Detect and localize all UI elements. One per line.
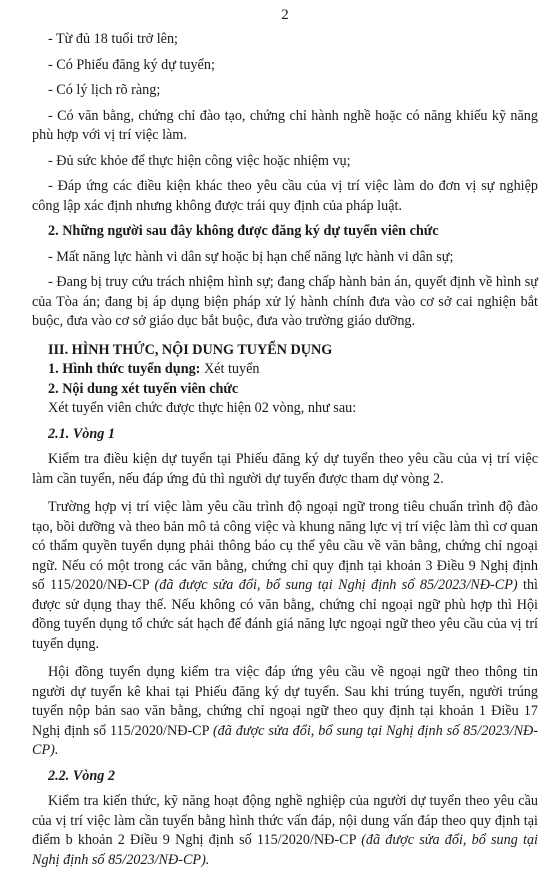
round-1-paragraph-2: [32, 498, 538, 654]
round-1-paragraph-1: Kiểm tra điều kiện dự tuyển tại Phiếu đăng ký dự tuyển theo yêu cầu của vị trí việc làm cần tuyển, nếu đáp ứng đủ thì người dự tuyển được tham dự vòng 2.: [32, 451, 538, 487]
section-heading-content: 2. Nội dung xét tuyển viên chức: [48, 380, 239, 397]
recruitment-method-label: 1. Hình thức tuyển dụng:: [48, 361, 201, 377]
eligibility-qualifications: - Có văn bằng, chứng chỉ đào tạo, chứng chỉ hành nghề hoặc có năng khiếu kỹ năng phù hợp với vị trí việc làm.: [32, 107, 538, 143]
round-1-paragraph-3-amendment: (đã được sửa đổi, bổ sung tại Nghị định số 85/2023/NĐ-CP).: [32, 722, 538, 758]
eligibility-background: - Có lý lịch rõ ràng;: [48, 82, 161, 98]
recruitment-method-value: Xét tuyển: [200, 361, 260, 377]
round-1-paragraph-3-text: Hội đồng tuyển dụng kiểm tra việc đáp ứng yêu cầu về ngoại ngữ theo thông tin người dự tuyển kê khai tại Phiếu đăng ký dự tuyển. Sau khi trúng tuyển, người trúng tuyển nộp bản sao văn bằng, chứng chỉ ngoại ngữ theo quy định tại khoản 1 Điều 17 Nghị định số 115/2020/NĐ-CP: [32, 664, 538, 739]
ineligible-criminal: - Đang bị truy cứu trách nhiệm hình sự; đang chấp hành bản án, quyết định về hình sự của Tòa án; đang bị áp dụng biện pháp xử lý hành chính đưa vào cơ sở cai nghiện bắt buộc, đưa vào cơ sở giáo dục bắt buộc, đưa vào trường giáo dưỡng.: [32, 274, 538, 329]
round-1-paragraph-2-text: Trường hợp vị trí việc làm yêu cầu trình độ ngoại ngữ trong tiêu chuẩn trình độ đào tạo, bồi dưỡng và theo bản mô tả công việc và khung năng lực vị trí việc làm thì cơ quan có thẩm quyền tuyển dụng phải thông báo cụ thể yêu cầu về văn bằng, chứng chỉ ngoại ngữ. Nếu có một trong các văn bằng, chứng chỉ quy định tại khoản 3 Điều 9 Nghị định số 115/2020/NĐ-CP: [32, 499, 538, 593]
page-number: 2: [281, 7, 289, 23]
round-1-paragraph-3: [32, 663, 538, 761]
eligibility-registration-form: - Có Phiếu đăng ký dự tuyển;: [48, 56, 215, 73]
section-heading-recruitment-form: III. HÌNH THỨC, NỘI DUNG TUYỂN DỤNG: [48, 341, 333, 358]
round-2-paragraph-1-text: Kiểm tra kiến thức, kỹ năng hoạt động nghề nghiệp của người dự tuyển theo yêu cầu của vị trí việc làm cần tuyển bằng hình thức vấn đáp, nội dung vấn đáp theo quy định tại điểm b khoản 2 Điều 9 Nghị định số 115/2020/NĐ-CP: [32, 793, 538, 848]
recruitment-method: [32, 360, 538, 380]
round-1-paragraph-2-tail: thì được sử dụng thay thế. Nếu không có văn bằng, chứng chỉ ngoại ngữ phù hợp thì Hội đồng tuyển dụng tổ chức sát hạch để đánh giá năng lực ngoại ngữ theo yêu cầu của vị trí tuyển dụng.: [32, 577, 538, 652]
round-1-paragraph-2-amendment: (đã được sửa đổi, bổ sung tại Nghị định số 85/2023/NĐ-CP): [154, 577, 518, 593]
section-heading-ineligible: 2. Những người sau đây không được đăng ký dự tuyển viên chức: [48, 223, 439, 239]
eligibility-other-conditions: - Đáp ứng các điều kiện khác theo yêu cầu của vị trí việc làm do đơn vị sự nghiệp công lập xác định nhưng không được trái quy định của pháp luật.: [32, 178, 538, 214]
rounds-intro: Xét tuyển viên chức được thực hiện 02 vòng, như sau:: [48, 400, 357, 416]
ineligible-civil-capacity: - Mất năng lực hành vi dân sự hoặc bị hạn chế năng lực hành vi dân sự;: [48, 248, 454, 265]
round-1-heading: 2.1. Vòng 1: [48, 425, 116, 442]
eligibility-health: - Đủ sức khỏe để thực hiện công việc hoặc nhiệm vụ;: [48, 152, 351, 169]
round-2-heading: 2.2. Vòng 2: [48, 767, 116, 784]
round-2-paragraph-1: [32, 792, 538, 870]
eligibility-age: - Từ đủ 18 tuổi trở lên;: [48, 31, 178, 47]
round-2-paragraph-1-amendment: (đã được sửa đổi, bổ sung tại Nghị định số 85/2023/NĐ-CP).: [32, 832, 539, 868]
